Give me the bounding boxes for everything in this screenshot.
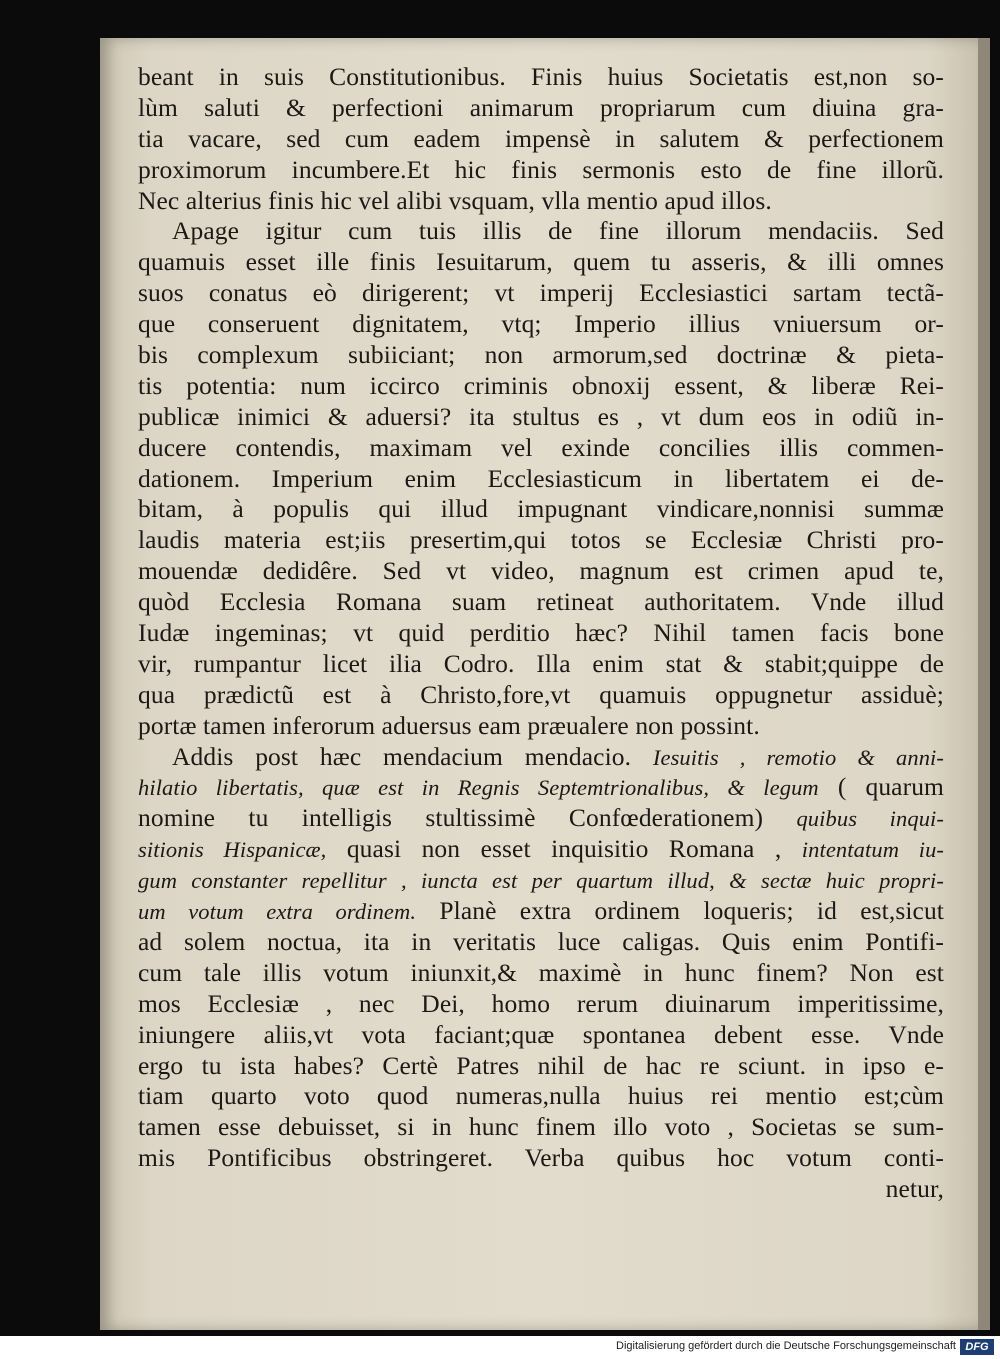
- text-line: [138, 989, 944, 1020]
- text-line: [138, 464, 944, 495]
- italic-quote: hilatio libertatis, quæ est in Regnis Septemtrionalibus, & legum: [138, 775, 819, 801]
- text-line: [138, 618, 944, 649]
- text-line: [138, 186, 944, 217]
- text-segment: publicæ inimici & aduersi? ita stultus es , vt dum eos in odiũ in-: [138, 401, 944, 431]
- footer-bar: [0, 1336, 1000, 1359]
- text-segment: qua prædictũ est à Christo,fore,vt quamuis oppugnetur assiduè;: [138, 679, 944, 709]
- text-line: [138, 371, 944, 402]
- italic-quote: gum constanter repellitur , iuncta est per quartum illud, & sectæ huic propri-: [138, 868, 944, 894]
- text-segment: bis complexum subiiciant; non armorum,sed doctrinæ & pieta-: [138, 340, 944, 370]
- text-line: [138, 62, 944, 93]
- text-line: [138, 680, 944, 711]
- text-line: [138, 834, 944, 865]
- dfg-logo: DFG: [960, 1339, 994, 1355]
- text-segment: nomine tu intelligis stultissimè Confœderationem): [138, 803, 797, 833]
- text-segment: Apage igitur cum tuis illis de fine illorum mendaciis. Sed: [172, 216, 944, 246]
- text-segment: proximorum incumbere.Et hic finis sermonis esto de fine illorũ.: [138, 154, 944, 184]
- text-segment: portæ tamen inferorum aduersus eam præualere non possint.: [138, 710, 760, 740]
- text-line: [138, 1174, 944, 1205]
- text-line: [138, 742, 944, 773]
- page-edge: [978, 38, 990, 1330]
- italic-quote: quibus inqui-: [796, 806, 944, 832]
- text-line: [138, 927, 944, 958]
- text-segment: beant in suis Constitutionibus. Finis huius Societatis est,non so-: [138, 62, 944, 91]
- text-segment: Nec alterius finis hic vel alibi vsquam, vlla mentio apud illos.: [138, 185, 772, 215]
- text-segment: iniungere aliis,vt vota faciant;quæ spontanea debent esse. Vnde: [138, 1019, 944, 1049]
- text-line: [138, 1143, 944, 1174]
- text-line: [138, 1112, 944, 1143]
- text-segment: tiam quarto voto quod numeras,nulla huius rei mentio est;cùm: [138, 1081, 944, 1111]
- text-line: [138, 556, 944, 587]
- text-segment: suos conatus eò dirigerent; vt imperij Ecclesiastici sartam tectã-: [138, 278, 944, 308]
- text-line: [138, 1020, 944, 1051]
- text-line: [138, 216, 944, 247]
- text-segment: Iudæ ingeminas; vt quid perditio hæc? Nihil tamen facis bone: [138, 618, 944, 648]
- text-line: [138, 433, 944, 464]
- text-line: [138, 247, 944, 278]
- italic-quote: sitionis Hispanicæ,: [138, 837, 327, 863]
- text-line: [138, 711, 944, 742]
- text-segment: ducere contendis, maximam vel exinde concilies illis commen-: [138, 432, 944, 462]
- text-segment: mos Ecclesiæ , nec Dei, homo rerum diuinarum imperitissime,: [138, 988, 944, 1018]
- text-segment: tamen esse debuisset, si in hunc finem illo voto , Societas se sum-: [138, 1112, 944, 1142]
- text-line: [138, 155, 944, 186]
- text-line: [138, 896, 944, 927]
- text-segment: Planè extra ordinem loqueris; id est,sicut: [416, 896, 944, 926]
- text-line: [138, 93, 944, 124]
- text-line: [138, 124, 944, 155]
- text-segment: mis Pontificibus obstringeret. Verba quibus hoc votum conti-: [138, 1143, 944, 1173]
- italic-quote: um votum extra ordinem.: [138, 899, 417, 925]
- text-line: [138, 772, 944, 803]
- text-segment: bitam, à populis qui illud impugnant vindicare,nonnisi summæ: [138, 494, 944, 524]
- funding-notice: Digitalisierung gefördert durch die Deutsche Forschungsgemeinschaft: [616, 1340, 956, 1352]
- text-segment: laudis materia est;iis presertim,qui totos se Ecclesiæ Christi pro-: [138, 525, 944, 555]
- text-segment: tia vacare, sed cum eadem impensè in salutem & perfectionem: [138, 123, 944, 153]
- text-segment: vir, rumpantur licet ilia Codro. Illa enim stat & stabit;quippe de: [138, 648, 944, 678]
- text-line: [138, 1051, 944, 1082]
- text-segment: quamuis esset ille finis Iesuitarum, quem tu asseris, & illi omnes: [138, 247, 944, 277]
- text-segment: lùm saluti & perfectioni animarum propriarum cum diuina gra-: [138, 92, 944, 122]
- italic-quote: intentatum iu-: [801, 837, 945, 863]
- italic-quote: Iesuitis , remotio & anni-: [652, 744, 945, 770]
- text-line: [138, 340, 944, 371]
- text-line: [138, 1081, 944, 1112]
- text-segment: ( quarum: [818, 772, 944, 802]
- text-line: [138, 494, 944, 525]
- text-line: [138, 865, 944, 896]
- text-segment: ad solem noctua, ita in veritatis luce caligas. Quis enim Pontifi-: [138, 926, 944, 956]
- text-segment: Addis post hæc mendacium mendacio.: [172, 741, 653, 771]
- text-segment: cum tale illis votum iniunxit,& maximè in hunc finem? Non est: [138, 957, 944, 987]
- text-line: [138, 958, 944, 989]
- text-segment: netur,: [885, 1174, 944, 1204]
- page-text: [138, 62, 944, 1205]
- text-segment: quasi non esset inquisitio Romana ,: [326, 834, 802, 864]
- text-line: [138, 402, 944, 433]
- text-line: [138, 309, 944, 340]
- text-segment: que conseruent dignitatem, vtq; Imperio illius vniuersum or-: [138, 309, 944, 339]
- text-segment: quòd Ecclesia Romana suam retineat authoritatem. Vnde illud: [138, 587, 944, 617]
- text-line: [138, 525, 944, 556]
- text-line: [138, 803, 944, 834]
- text-segment: ergo tu ista habes? Certè Patres nihil de hac re sciunt. in ipso e-: [138, 1050, 944, 1080]
- text-line: [138, 278, 944, 309]
- text-segment: mouendæ dedidêre. Sed vt video, magnum est crimen apud te,: [138, 556, 944, 586]
- text-line: [138, 587, 944, 618]
- text-segment: dationem. Imperium enim Ecclesiasticum in libertatem ei de-: [138, 463, 944, 493]
- text-line: [138, 649, 944, 680]
- text-segment: tis potentia: num iccirco criminis obnoxij essent, & liberæ Rei-: [138, 370, 944, 400]
